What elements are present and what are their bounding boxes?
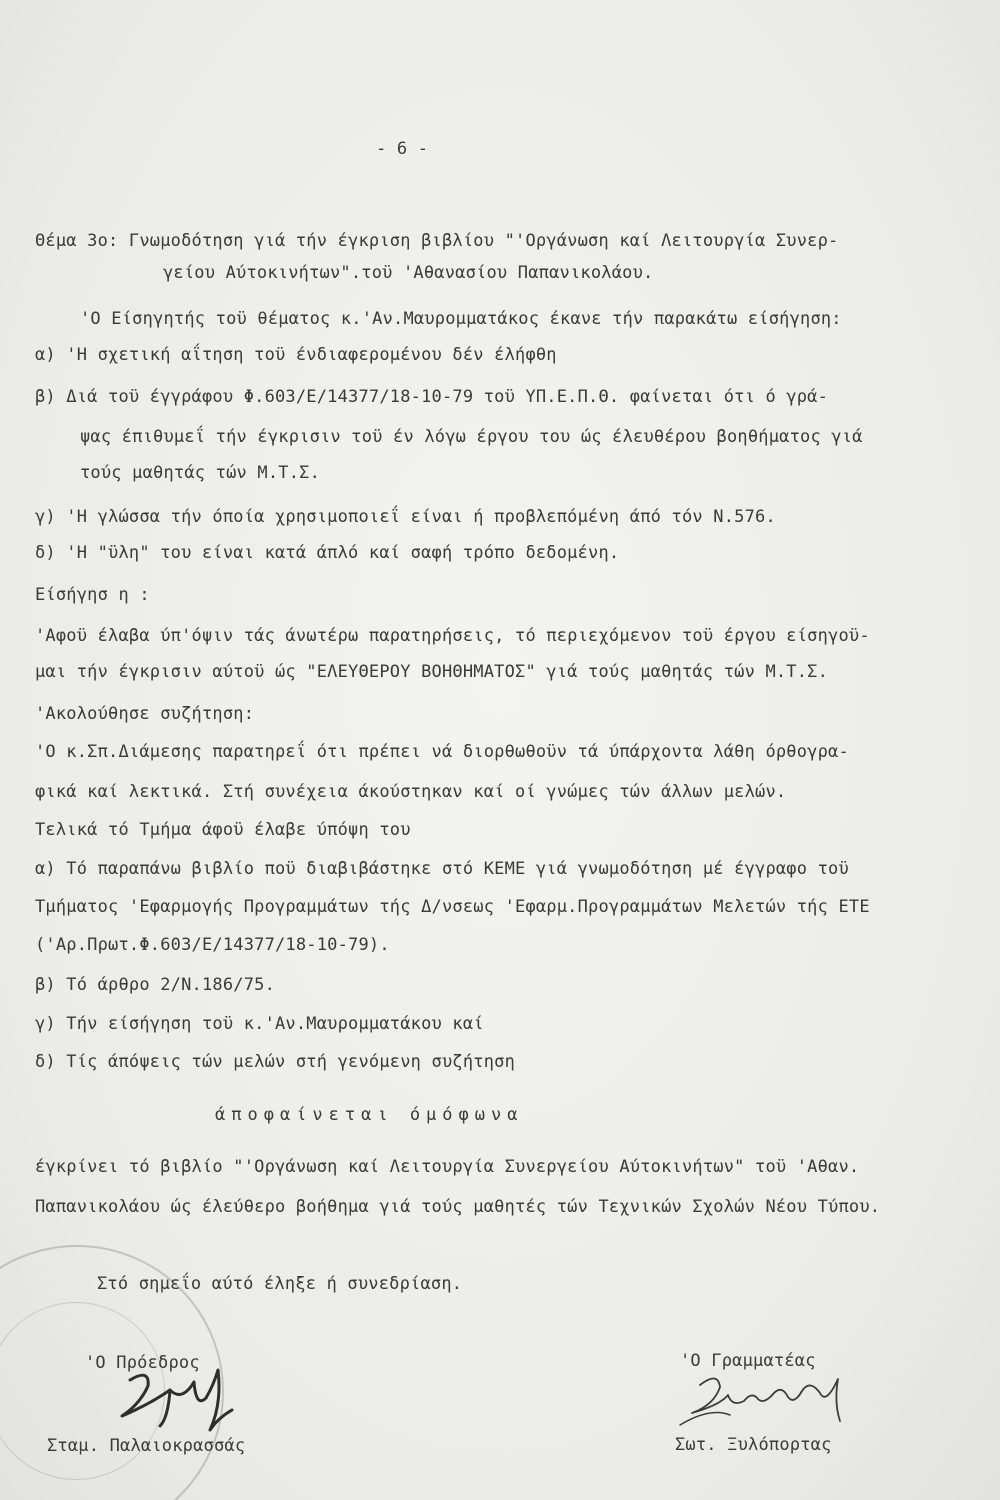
considering-b: β) Τό άρθρο 2/Ν.186/75. <box>35 975 276 995</box>
proposal-line-1: 'Αφοϋ έλαβα ύπ'όψιν τάς άνωτέρω παρατηρήσεις, τό περιεχόμενον τοϋ έργου είσηγοϋ- <box>35 626 870 646</box>
point-b-line-1: β) Διά τοϋ έγγράφου Φ.603/Ε/14377/18-10-79 τοϋ ΥΠ.Ε.Π.Θ. φαίνεται ότι ό γρά- <box>35 387 829 407</box>
discussion-line-2: φικά καί λεκτικά. Στή συνέχεια άκούστηκαν καί οί γνώμες τών άλλων μελών. <box>35 782 787 802</box>
point-d: δ) 'Η "ϋλη" του είναι κατά άπλό καί σαφή τρόπο δεδομένη. <box>35 543 620 563</box>
page-number: - 6 - <box>376 139 429 159</box>
president-name: Σταμ. Παλαιοκρασσάς <box>47 1436 246 1456</box>
considering-a-line-1: α) Τό παραπάνω βιβλίο ποϋ διαβιβάστηκε στό ΚΕΜΕ γιά γνωμοδότηση μέ έγγραφο τοϋ <box>35 859 849 879</box>
considering-d: δ) Τίς άπόψεις τών μελών στή γενόμενη συζήτηση <box>35 1052 516 1072</box>
secretary-name: Σωτ. Ξυλόπορτας <box>675 1435 832 1455</box>
considering-c: γ) Τήν είσήγηση τοϋ κ.'Αν.Μαυρομματάκου καί <box>35 1014 484 1034</box>
decision-intro: Τελικά τό Τμήμα άφοϋ έλαβε ύπόψη του <box>35 820 411 840</box>
approval-line-1: έγκρίνει τό βιβλίο "'Οργάνωση καί Λειτουργία Συνεργείου Αύτοκινήτων" τοϋ 'Αθαν. <box>35 1157 860 1177</box>
rules-unanimously: άποφαίνεται όμόφωνα <box>215 1105 524 1125</box>
proposal-heading: Είσήγησ η : <box>35 585 150 605</box>
point-c: γ) 'Η γλώσσα τήν όποία χρησιμοποιεΐ είναι ή προβλεπόμένη άπό τόν Ν.576. <box>35 507 776 527</box>
rapporteur-intro: 'Ο Είσηγητής τοϋ θέματος κ.'Αν.Μαυρομματάκος έκανε τήν παρακάτω είσήγηση: <box>80 309 842 329</box>
approval-line-2: Παπανικολάου ώς έλεύθερο βοήθημα γιά τούς μαθητές τών Τεχνικών Σχολών Νέου Τύπου. <box>35 1197 881 1217</box>
topic-heading-line-1: Θέμα 3ο: Γνωμοδότηση γιά τήν έγκριση βιβλίου "'Οργάνωση καί Λειτουργία Συνερ- <box>35 231 839 251</box>
president-title: 'Ο Πρόεδρος <box>85 1353 200 1373</box>
considering-a-line-3: ('Αρ.Πρωτ.Φ.603/Ε/14377/18-10-79). <box>35 935 390 955</box>
discussion-heading: 'Ακολούθησε συζήτηση: <box>35 704 255 724</box>
point-b-line-2: ψας έπιθυμεΐ τήν έγκρισιν τοϋ έν λόγω έργου του ώς έλευθέρου βοηθήματος γιά <box>80 427 863 447</box>
discussion-line-1: 'Ο κ.Σπ.Διάμεσης παρατηρεΐ ότι πρέπει νά διορθωθοϋν τά ύπάρχοντα λάθη όρθογρα- <box>35 742 849 762</box>
secretary-signature <box>670 1365 870 1435</box>
point-a: α) 'Η σχετική αΐτηση τοϋ ένδιαφερομένου δέν έλήφθη <box>35 345 557 365</box>
president-signature <box>110 1360 250 1440</box>
session-closing: Στό σημεΐο αύτό έληξε ή συνεδρίαση. <box>97 1274 463 1294</box>
topic-heading-line-2: γείου Αύτοκινήτων".τοϋ 'Αθανασίου Παπανικολάου. <box>163 263 654 283</box>
secretary-title: 'Ο Γραμματέας <box>680 1351 816 1371</box>
proposal-line-2: μαι τήν έγκρισιν αύτοϋ ώς "ΕΛΕΥΘΕΡΟΥ ΒΟΗΘΗΜΑΤΟΣ" γιά τούς μαθητάς τών Μ.Τ.Σ. <box>35 662 829 682</box>
considering-a-line-2: Τμήματος 'Εφαρμογής Προγραμμάτων τής Δ/νσεως 'Εφαρμ.Προγραμμάτων Μελετών τής ΕΤΕ <box>35 897 870 917</box>
point-b-line-3: τούς μαθητάς τών Μ.Τ.Σ. <box>80 463 321 483</box>
